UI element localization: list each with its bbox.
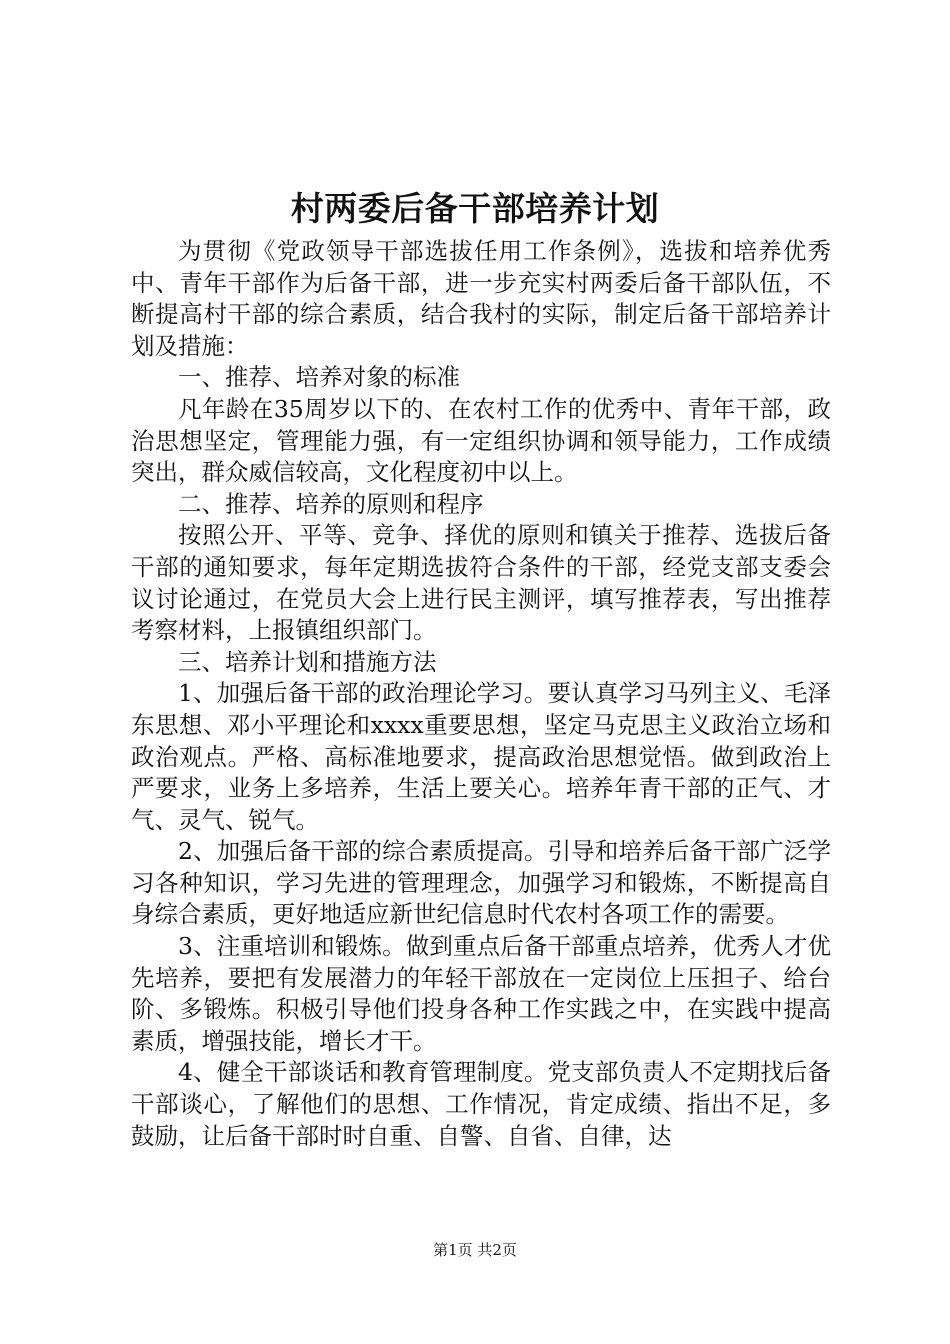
measure-2-paragraph: 2、加强后备干部的综合素质提高。引导和培养后备干部广泛学习各种知识，学习先进的管理理念，加强学习和锻炼，不断提高自身综合素质，更好地适应新世纪信息时代农村各项工作的需要。 [131, 837, 831, 929]
section-heading-2: 二、推荐、培养的原则和程序 [178, 489, 484, 518]
measure-1-paragraph: 1、加强后备干部的政治理论学习。要认真学习马列主义、毛泽东思想、邓小平理论和xxxx重要思想，坚定马克思主义政治立场和政治观点。严格、高标准地要求，提高政治思想觉悟。做到政治上严要求，业务上多培养，生活上要关心。培养年青干部的正气、才气、灵气、锐气。 [131, 679, 831, 834]
measure-4-paragraph: 4、健全干部谈话和教育管理制度。党支部负责人不定期找后备干部谈心，了解他们的思想、工作情况，肯定成绩、指出不足，多鼓励，让后备干部时时自重、自警、自省、自律，达 [131, 1058, 831, 1150]
document-title: 村两委后备干部培养计划 [290, 189, 660, 228]
measure-3-paragraph: 3、注重培训和锻炼。做到重点后备干部重点培养，优秀人才优先培养，要把有发展潜力的年轻干部放在一定岗位上压担子、给台阶、多锻炼。积极引导他们投身各种工作实践之中，在实践中提高素质，增强技能，增长才干。 [131, 932, 831, 1055]
page-footer: 第1页 共2页 [433, 1241, 517, 1259]
document-body [131, 236, 831, 1152]
section-heading-3: 三、培养计划和措施方法 [178, 647, 437, 676]
section-heading-1: 一、推荐、培养对象的标准 [178, 363, 460, 392]
intro-paragraph: 为贯彻《党政领导干部选拔任用工作条例》，选拔和培养优秀中、青年干部作为后备干部，进一步充实村两委后备干部队伍，不断提高村干部的综合素质，结合我村的实际，制定后备干部培养计划及措施： [131, 237, 831, 360]
section-2-paragraph: 按照公开、平等、竞争、择优的原则和镇关于推荐、选拔后备干部的通知要求，每年定期选拔符合条件的干部，经党支部支委会议讨论通过，在党员大会上进行民主测评，填写推荐表，写出推荐考察材料，上报镇组织部门。 [131, 521, 831, 645]
section-1-paragraph: 凡年龄在35周岁以下的、在农村工作的优秀中、青年干部，政治思想坚定，管理能力强，有一定组织协调和领导能力，工作成绩突出，群众威信较高，文化程度初中以上。 [131, 394, 831, 487]
